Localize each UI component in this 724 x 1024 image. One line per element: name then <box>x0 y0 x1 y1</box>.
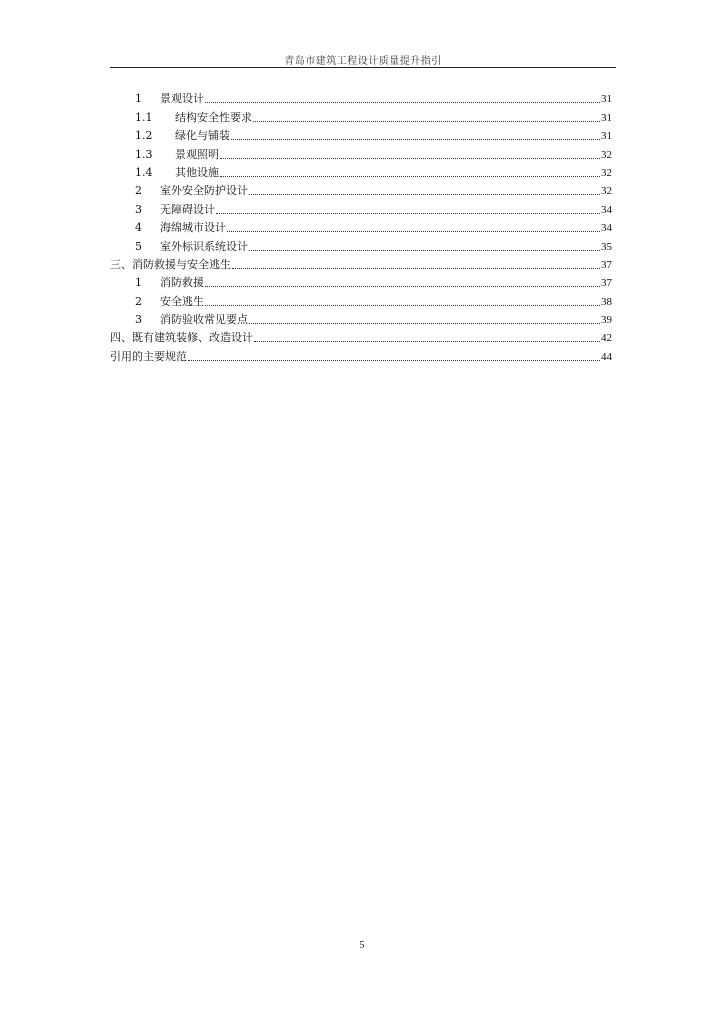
toc-entry[interactable] <box>110 254 612 272</box>
toc-entry[interactable] <box>110 162 612 180</box>
toc-entry-number: 1 <box>135 92 142 106</box>
toc-entry[interactable] <box>110 327 612 345</box>
toc-entry-number: 4 <box>135 221 142 235</box>
toc-entry[interactable] <box>110 272 612 290</box>
toc-entry[interactable] <box>110 309 612 327</box>
toc-entry[interactable] <box>110 88 612 106</box>
toc-entry-title: 无障碍设计 <box>160 202 215 216</box>
toc-entry[interactable] <box>110 180 612 198</box>
toc-dot-leader <box>216 213 600 214</box>
toc-dot-leader <box>188 360 600 361</box>
toc-entry-title: 消防验收常见要点 <box>160 313 248 327</box>
toc-entry-title: 三、消防救援与安全逃生 <box>110 257 231 271</box>
toc-entry-page: 38 <box>601 295 612 308</box>
toc-entry-page: 42 <box>601 332 612 345</box>
toc-entry-page: 31 <box>601 111 612 124</box>
toc-dot-leader <box>205 102 600 103</box>
toc-entry-page: 34 <box>601 203 612 216</box>
toc-dot-leader <box>254 341 600 342</box>
toc-dot-leader <box>249 194 600 195</box>
toc-entry-number: 1.4 <box>135 165 153 179</box>
toc-entry-title: 绿化与铺装 <box>175 129 230 143</box>
toc-entry-number: 1.2 <box>135 129 153 143</box>
page-header-title: 青岛市建筑工程设计质量提升指引 <box>284 56 442 67</box>
toc-dot-leader <box>253 121 600 122</box>
toc-entry-page: 32 <box>601 148 612 161</box>
toc-entry-title: 其他设施 <box>175 165 219 179</box>
toc-entry-page: 44 <box>601 350 612 363</box>
toc-entry-number: 3 <box>135 313 142 327</box>
toc-entry-title: 室外标识系统设计 <box>160 239 248 253</box>
toc-dot-leader <box>232 268 600 269</box>
toc-dot-leader <box>205 305 600 306</box>
toc-entry-title: 海绵城市设计 <box>160 221 226 235</box>
table-of-contents <box>110 88 612 364</box>
toc-entry-title: 消防救援 <box>160 276 204 290</box>
toc-entry[interactable] <box>110 345 612 363</box>
toc-entry-page: 37 <box>601 277 612 290</box>
toc-entry-page: 32 <box>601 185 612 198</box>
toc-dot-leader <box>249 250 600 251</box>
toc-dot-leader <box>205 286 600 287</box>
toc-entry-title: 景观照明 <box>175 147 219 161</box>
toc-dot-leader <box>227 231 600 232</box>
toc-entry-page: 37 <box>601 258 612 271</box>
toc-entry[interactable] <box>110 198 612 216</box>
toc-entry-number: 1.1 <box>135 110 153 124</box>
toc-entry[interactable] <box>110 106 612 124</box>
toc-entry-title: 室外安全防护设计 <box>160 184 248 198</box>
toc-entry-title: 景观设计 <box>160 92 204 106</box>
toc-entry-page: 35 <box>601 240 612 253</box>
toc-entry-page: 39 <box>601 314 612 327</box>
toc-dot-leader <box>249 323 600 324</box>
header-divider <box>110 67 616 68</box>
toc-entry-title: 结构安全性要求 <box>175 110 252 124</box>
toc-entry-number: 2 <box>135 294 142 308</box>
toc-entry[interactable] <box>110 217 612 235</box>
toc-entry[interactable] <box>110 143 612 161</box>
toc-entry-page: 32 <box>601 166 612 179</box>
toc-entry[interactable] <box>110 235 612 253</box>
toc-entry-title: 四、既有建筑装修、改造设计 <box>110 331 253 345</box>
toc-entry-page: 31 <box>601 93 612 106</box>
toc-dot-leader <box>220 176 600 177</box>
toc-entry-number: 2 <box>135 184 142 198</box>
toc-entry-title: 引用的主要规范 <box>110 349 187 363</box>
toc-entry-number: 5 <box>135 239 142 253</box>
toc-entry-title: 安全逃生 <box>160 294 204 308</box>
toc-entry-number: 1.3 <box>135 147 153 161</box>
page-number: 5 <box>359 940 365 951</box>
toc-dot-leader <box>231 139 600 140</box>
toc-entry-number: 3 <box>135 202 142 216</box>
toc-entry-number: 1 <box>135 276 142 290</box>
toc-entry[interactable] <box>110 290 612 308</box>
toc-entry-page: 34 <box>601 222 612 235</box>
toc-dot-leader <box>220 158 600 159</box>
toc-entry[interactable] <box>110 125 612 143</box>
toc-entry-page: 31 <box>601 130 612 143</box>
